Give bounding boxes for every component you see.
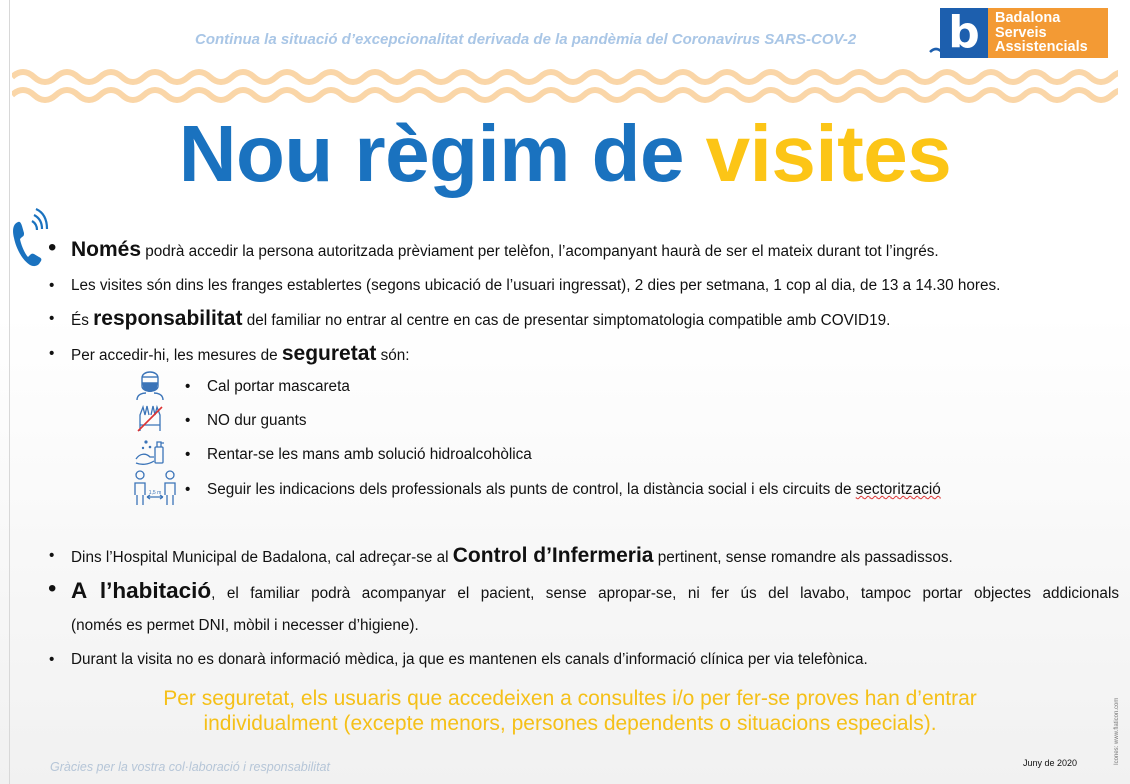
logo-text: Badalona Serveis Assistencials xyxy=(995,10,1088,55)
page-title: Nou règim de visites xyxy=(178,109,952,198)
header-subtitle: Continua la situació d’excepcionalitat derivada de la pandèmia del Coronavirus SARS-COV-2 xyxy=(195,31,857,48)
rule-nursing-control: • Dins l’Hospital Municipal de Badalona, cal adreçar-se al Control d’Infermeria pertinent, sense romandre als passadissos. xyxy=(49,544,953,567)
rule-visit-schedule: • Les visites són dins les franges establertes (segons ubicació de l’usuari ingressat), 2 dies per setmana, 1 cop al dia, de 13 a 14.30 hores. xyxy=(49,277,1001,294)
thanks-footer: Gràcies per la vostra col·laboració i responsabilitat xyxy=(50,760,330,774)
icon-credit: Icones: www.flaticon.com xyxy=(1114,697,1120,765)
rule-safety-measures: • Per accedir-hi, les mesures de seguretat són: xyxy=(49,342,410,365)
hand-sanitizer-icon xyxy=(134,435,166,467)
rule-in-room: • A l’habitació, el familiar podrà acompanyar el pacient, sense apropar-se, ni fer ús del lavabo, tampoc portar objectes addicionals xyxy=(48,575,1119,603)
rule-no-medical-info: • Durant la visita no es donarà informació mèdica, ja que es mantenen els canals d’informació clínica per via telefònica. xyxy=(49,651,868,668)
measure-follow-instructions: • Seguir les indicacions dels professionals als punts de control, la distància social i els circuits de sectorització xyxy=(185,481,941,498)
no-gloves-icon xyxy=(134,401,166,433)
logo xyxy=(940,8,1108,58)
measure-mask: • Cal portar mascareta xyxy=(185,378,350,395)
logo-wave-icon xyxy=(928,44,988,58)
mask-icon xyxy=(134,366,166,400)
rule-in-room-continued: (només es permet DNI, mòbil i necesser d’higiene). xyxy=(71,617,419,634)
date: Juny de 2020 xyxy=(1023,758,1078,768)
social-distance-icon xyxy=(132,469,178,507)
rule-only-authorized: • Només podrà accedir la persona autoritzada prèviament per telèfon, l’acompanyant haurà de ser el mateix durant tot l’ingrés. xyxy=(48,234,939,261)
distance-label: 1,5 m xyxy=(148,490,162,496)
decorative-wave xyxy=(12,64,1118,110)
measure-hand-wash: • Rentar-se les mans amb solució hidroalcohòlica xyxy=(185,446,532,463)
safety-note: Per seguretat, els usuaris que accedeixen a consultes i/o per fer-se proves han d’entrar individualment (excepte menors, persones dependents o situacions especials). xyxy=(163,687,977,735)
logo-letter: b xyxy=(940,8,988,58)
rule-responsibility: • És responsabilitat del familiar no entrar al centre en cas de presentar simptomatologia compatible amb COVID19. xyxy=(49,307,891,330)
measure-gloves: • NO dur guants xyxy=(185,412,307,429)
phone-icon xyxy=(10,208,50,270)
